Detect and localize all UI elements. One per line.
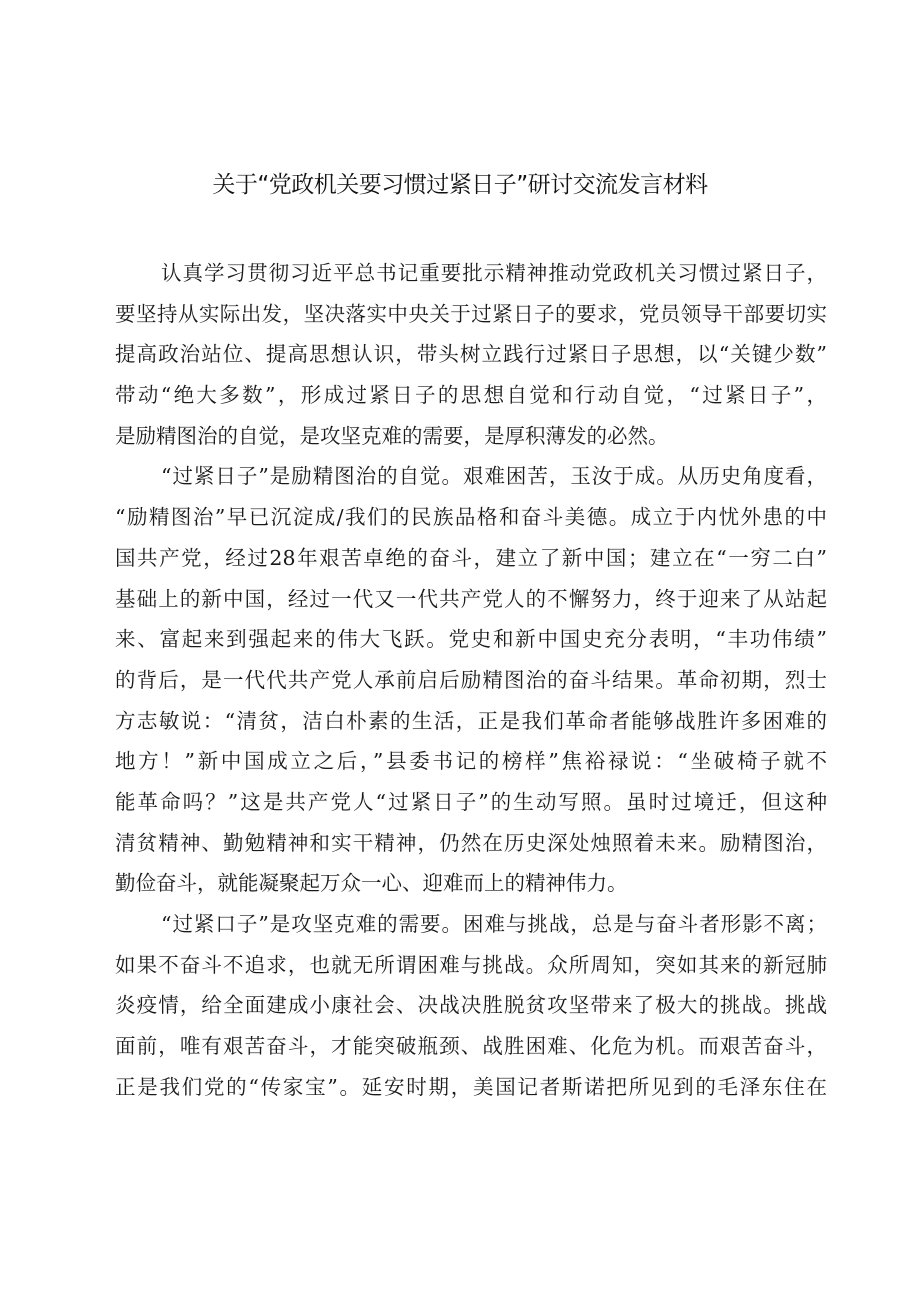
text-line: 如果不奋斗不追求，也就无所谓困难与挑战。众所周知，突如其来的新冠肺: [115, 952, 827, 977]
paragraph-1: [115, 255, 827, 458]
text-line: 带动“绝大多数”，形成过紧日子的思想自觉和行动自觉，“过紧日子”，: [115, 383, 827, 408]
text-line: “过紧日子”是励精图治的自觉。艰难困苦，玉汝于成。从历史角度看，: [161, 464, 827, 489]
text-line: 方志敏说：“清贫，洁白朴素的生活，正是我们革命者能够战胜许多困难的: [115, 708, 827, 733]
text-line: 要坚持从实际出发，坚决落实中央关于过紧日子的要求，党员领导干部要切实: [115, 301, 827, 326]
text-line: 来、富起来到强起来的伟大飞跃。党史和新中国史充分表明，“丰功伟绩”: [115, 627, 827, 652]
text-line: 炎疫情，给全面建成小康社会、决战决胜脱贫攻坚带来了极大的挑战。挑战: [115, 993, 827, 1018]
text-line: “过紧口子”是攻坚克难的需要。困难与挑战，总是与奋斗者形影不离；: [161, 912, 827, 936]
text-line: 的背后，是一代代共产党人承前启后励精图治的奋斗结果。革命初期，烈士: [115, 667, 827, 692]
text-line: 面前，唯有艰苦奋斗，才能突破瓶颈、战胜困难、化危为机。而艰苦奋斗，: [115, 1034, 827, 1059]
text-line: “励精图治”早已沉淀成/我们的民族品格和奋斗美德。成立于内忧外患的中: [115, 505, 827, 530]
text-line: 勤俭奋斗，就能凝聚起万众一心、迎难而上的精神伟力。: [115, 871, 628, 896]
paragraph-2: [115, 458, 827, 906]
paragraph-3: [115, 906, 827, 1109]
text-line: 清贫精神、勤勉精神和实干精神，仍然在历史深处烛照着未来。励精图治，: [115, 830, 827, 855]
text-line: 正是我们党的“传家宝”。延安时期，美国记者斯诺把所见到的毛泽东住在: [115, 1074, 827, 1099]
document-title: 关于“党政机关要习惯过紧日子”研讨交流发言材料: [212, 172, 708, 198]
text-line: 是励精图治的自觉，是攻坚克难的需要，是厚积薄发的必然。: [115, 423, 669, 448]
text-line: 能革命吗？”这是共产党人“过紧日子”的生动写照。虽时过境迁，但这种: [115, 789, 827, 814]
text-line: 认真学习贯彻习近平总书记重要批示精神推动党政机关习惯过紧日子，: [161, 261, 827, 285]
text-line: 提高政治站位、提高思想认识，带头树立践行过紧日子思想，以“关键少数”: [115, 342, 827, 367]
document-body: [115, 255, 827, 1109]
text-line: 基础上的新中国，经过一代又一代共产党人的不懈努力，终于迎来了从站起: [115, 586, 827, 611]
text-line: 地方！”新中国成立之后，”县委书记的榜样”焦裕禄说：“坐破椅子就不: [115, 749, 827, 774]
text-line: 国共产党，经过28年艰苦卓绝的奋斗，建立了新中国；建立在“一穷二白”: [115, 545, 827, 570]
